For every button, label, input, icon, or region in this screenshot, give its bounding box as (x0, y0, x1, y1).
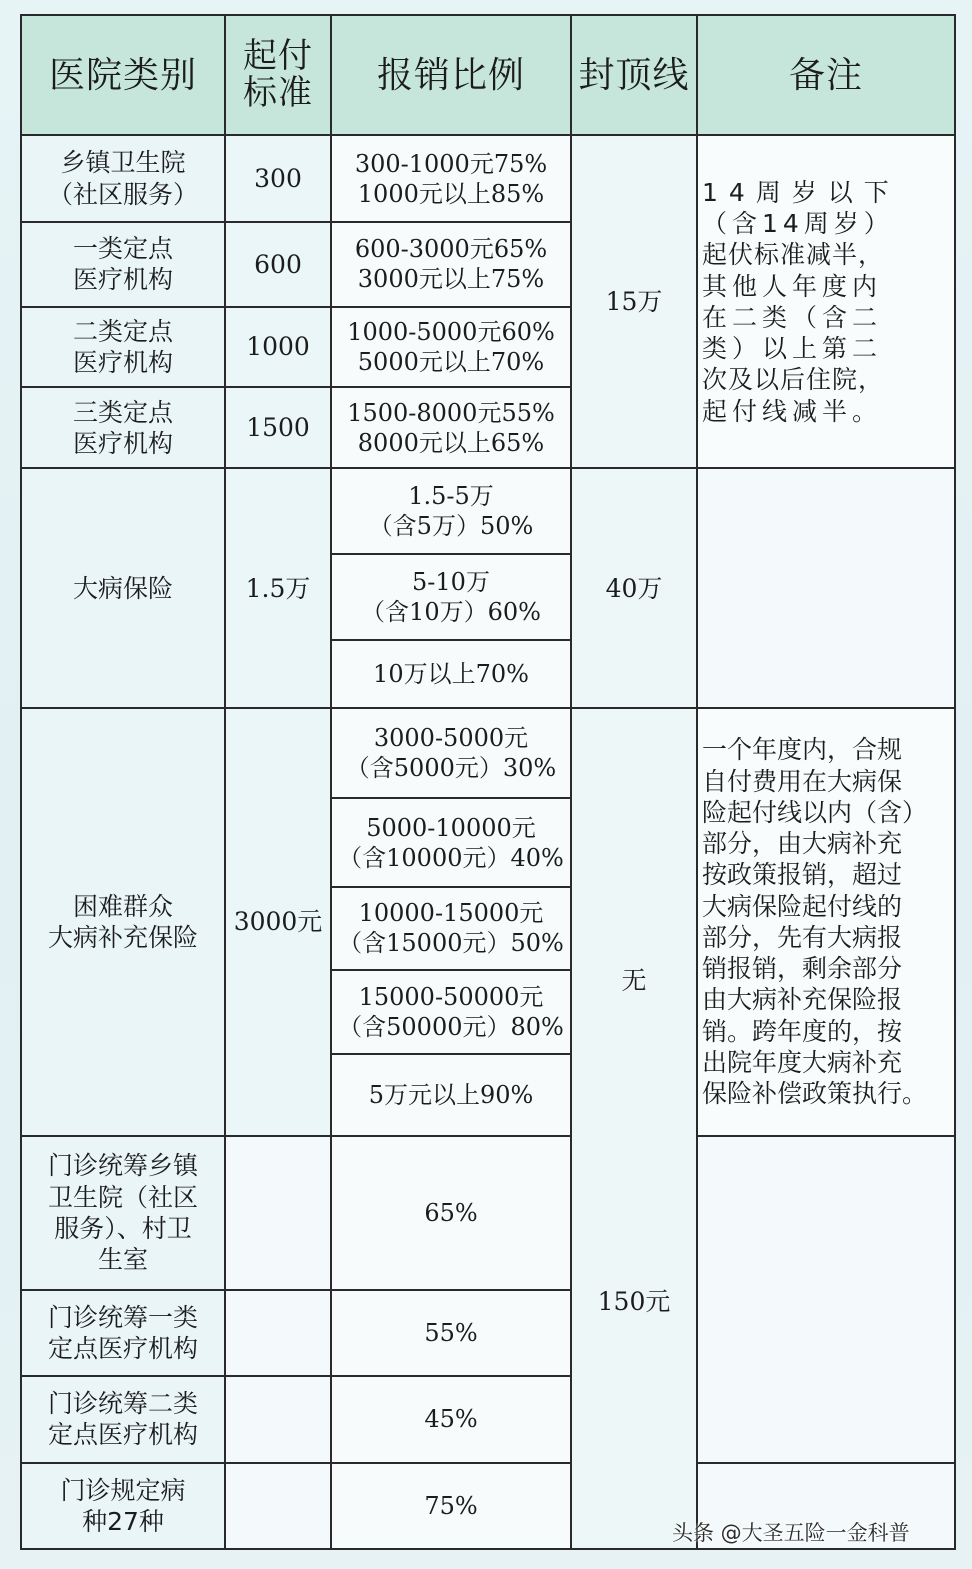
note-line: 险起付线以内（含） (702, 797, 928, 827)
ratio-line: 15000-50000元 (358, 983, 544, 1012)
ratio-line: 3000-5000元 (373, 724, 529, 753)
note-line: 大病保险起付线的 (702, 891, 903, 921)
note-line: 部分，先有大病报 (702, 922, 903, 952)
ratio-cell (331, 387, 571, 468)
ratio-cell: 75% (331, 1463, 571, 1549)
ratio-line: 5000元以上70% (357, 348, 545, 377)
category-line: （社区服务） (47, 179, 198, 209)
ratio-cell (331, 554, 571, 640)
category-line: 二类定点 (72, 316, 173, 346)
threshold-cell-serious: 1.5万 (225, 468, 331, 708)
ratio-line: （含10万）60% (361, 597, 541, 626)
note-line: （含14周岁） (702, 209, 894, 239)
table-row (21, 708, 955, 798)
category-line: 服务）、村卫 (54, 1213, 192, 1243)
ratio-line: 600-3000元65% (354, 235, 548, 264)
category-line: 门诊统筹乡镇 (47, 1151, 198, 1181)
ratio-line: 5-10万 (412, 567, 490, 596)
note-line: 类）以上第二 (702, 334, 883, 364)
header-threshold-line1: 起付 (243, 35, 313, 76)
ratio-line: 10万以上70% (373, 660, 529, 689)
note-line: 在二类（含二 (702, 302, 883, 332)
note-cell-inpatient (697, 135, 955, 468)
category-line: 一类定点 (72, 234, 173, 264)
ratio-cell (331, 798, 571, 886)
ratio-cell (331, 708, 571, 798)
note-line: 保险补偿政策执行。 (702, 1079, 928, 1109)
ratio-line: 10000-15000元 (358, 899, 544, 928)
note-line: 14周岁以下 (702, 177, 900, 207)
watermark: 头条 @大圣五险一金科普 (672, 1521, 910, 1545)
table-row (21, 468, 955, 553)
cap-cell-inpatient: 15万 (571, 135, 697, 468)
header-cap: 封顶线 (571, 15, 697, 135)
category-line: 生室 (97, 1245, 148, 1275)
category-cell (21, 1463, 225, 1549)
category-cell (21, 387, 225, 468)
note-line: 一个年度内，合规 (702, 735, 903, 765)
cap-value-outpatient: 150元 (597, 1287, 671, 1317)
note-line: 销。跨年度的，按 (702, 1016, 903, 1046)
cap-value-supplementary: 无 (621, 966, 647, 996)
note-line: 起付线减半。 (702, 396, 883, 426)
header-ratio: 报销比例 (331, 15, 571, 135)
ratio-cell (331, 307, 571, 387)
note-line: 由大病补充保险报 (702, 985, 903, 1015)
table-row (21, 1136, 955, 1291)
threshold-cell-empty (225, 1136, 331, 1291)
ratio-cell: 45% (331, 1376, 571, 1462)
note-line: 次及以后住院， (702, 365, 885, 395)
note-cell-empty (697, 468, 955, 708)
ratio-line: 5万元以上90% (368, 1080, 534, 1109)
reimbursement-policy-table (20, 14, 956, 1550)
ratio-line: 1000-5000元60% (347, 318, 555, 347)
threshold-cell-empty (225, 1290, 331, 1376)
threshold-cell: 1500 (225, 387, 331, 468)
header-category: 医院类别 (21, 15, 225, 135)
threshold-cell: 1000 (225, 307, 331, 387)
category-line: 定点医疗机构 (47, 1334, 198, 1364)
category-line: 乡镇卫生院 (60, 148, 186, 178)
ratio-line: 1500-8000元55% (347, 398, 555, 427)
ratio-line: （含10000元）40% (338, 843, 564, 872)
header-threshold (225, 15, 331, 135)
category-line: 大病补充保险 (47, 922, 198, 952)
category-line: 三类定点 (72, 397, 173, 427)
header-threshold-line2: 标准 (243, 73, 313, 114)
category-line: 卫生院（社区 (47, 1182, 198, 1212)
category-cell-serious: 大病保险 (21, 468, 225, 708)
note-line: 部分，由大病补充 (702, 829, 903, 859)
cap-cell-supplementary (571, 708, 697, 1549)
category-line: 种27种 (82, 1506, 164, 1536)
note-line: 按政策报销，超过 (702, 860, 903, 890)
category-cell (21, 135, 225, 221)
threshold-cell-supplementary: 3000元 (225, 708, 331, 1135)
ratio-line: （含50000元）80% (338, 1013, 564, 1042)
note-cell-empty (697, 1136, 955, 1463)
note-line: 销报销，剩余部分 (702, 954, 903, 984)
ratio-cell (331, 135, 571, 221)
cap-cell-serious: 40万 (571, 468, 697, 708)
threshold-cell: 600 (225, 222, 331, 307)
category-cell (21, 307, 225, 387)
category-line: 困难群众 (72, 891, 173, 921)
note-line: 其他人年度内 (702, 271, 883, 301)
note-cell-supplementary (697, 708, 955, 1135)
ratio-cell (331, 640, 571, 708)
category-cell (21, 1136, 225, 1291)
category-cell (21, 222, 225, 307)
table-row (21, 135, 955, 221)
category-line: 定点医疗机构 (47, 1420, 198, 1450)
category-line: 门诊统筹一类 (47, 1302, 198, 1332)
ratio-line: （含5万）50% (368, 512, 534, 541)
ratio-cell: 55% (331, 1290, 571, 1376)
category-cell (21, 1376, 225, 1462)
note-line: 自付费用在大病保 (702, 766, 903, 796)
ratio-cell (331, 970, 571, 1054)
category-line: 医疗机构 (72, 428, 173, 458)
note-line: 出院年度大病补充 (702, 1047, 903, 1077)
ratio-line: （含15000元）50% (338, 929, 564, 958)
category-line: 门诊规定病 (60, 1475, 186, 1505)
ratio-line: （含5000元）30% (345, 754, 557, 783)
ratio-line: 1.5-5万 (408, 482, 494, 511)
threshold-cell: 300 (225, 135, 331, 221)
ratio-line: 300-1000元75% (354, 149, 548, 178)
category-line: 门诊统筹二类 (47, 1389, 198, 1419)
threshold-cell-empty (225, 1376, 331, 1462)
ratio-line: 5000-10000元 (366, 813, 536, 842)
category-cell-supplementary (21, 708, 225, 1135)
header-note: 备注 (697, 15, 955, 135)
category-line: 医疗机构 (72, 265, 173, 295)
ratio-line: 1000元以上85% (357, 179, 545, 208)
ratio-cell (331, 468, 571, 553)
ratio-cell (331, 222, 571, 307)
note-line: 起伏标准减半， (702, 240, 885, 270)
header-row (21, 15, 955, 135)
threshold-cell-empty (225, 1463, 331, 1549)
category-cell (21, 1290, 225, 1376)
ratio-cell (331, 887, 571, 970)
category-line: 医疗机构 (72, 348, 173, 378)
ratio-cell (331, 1054, 571, 1135)
ratio-line: 8000元以上65% (357, 428, 545, 457)
ratio-line: 3000元以上75% (357, 265, 545, 294)
ratio-cell: 65% (331, 1136, 571, 1291)
